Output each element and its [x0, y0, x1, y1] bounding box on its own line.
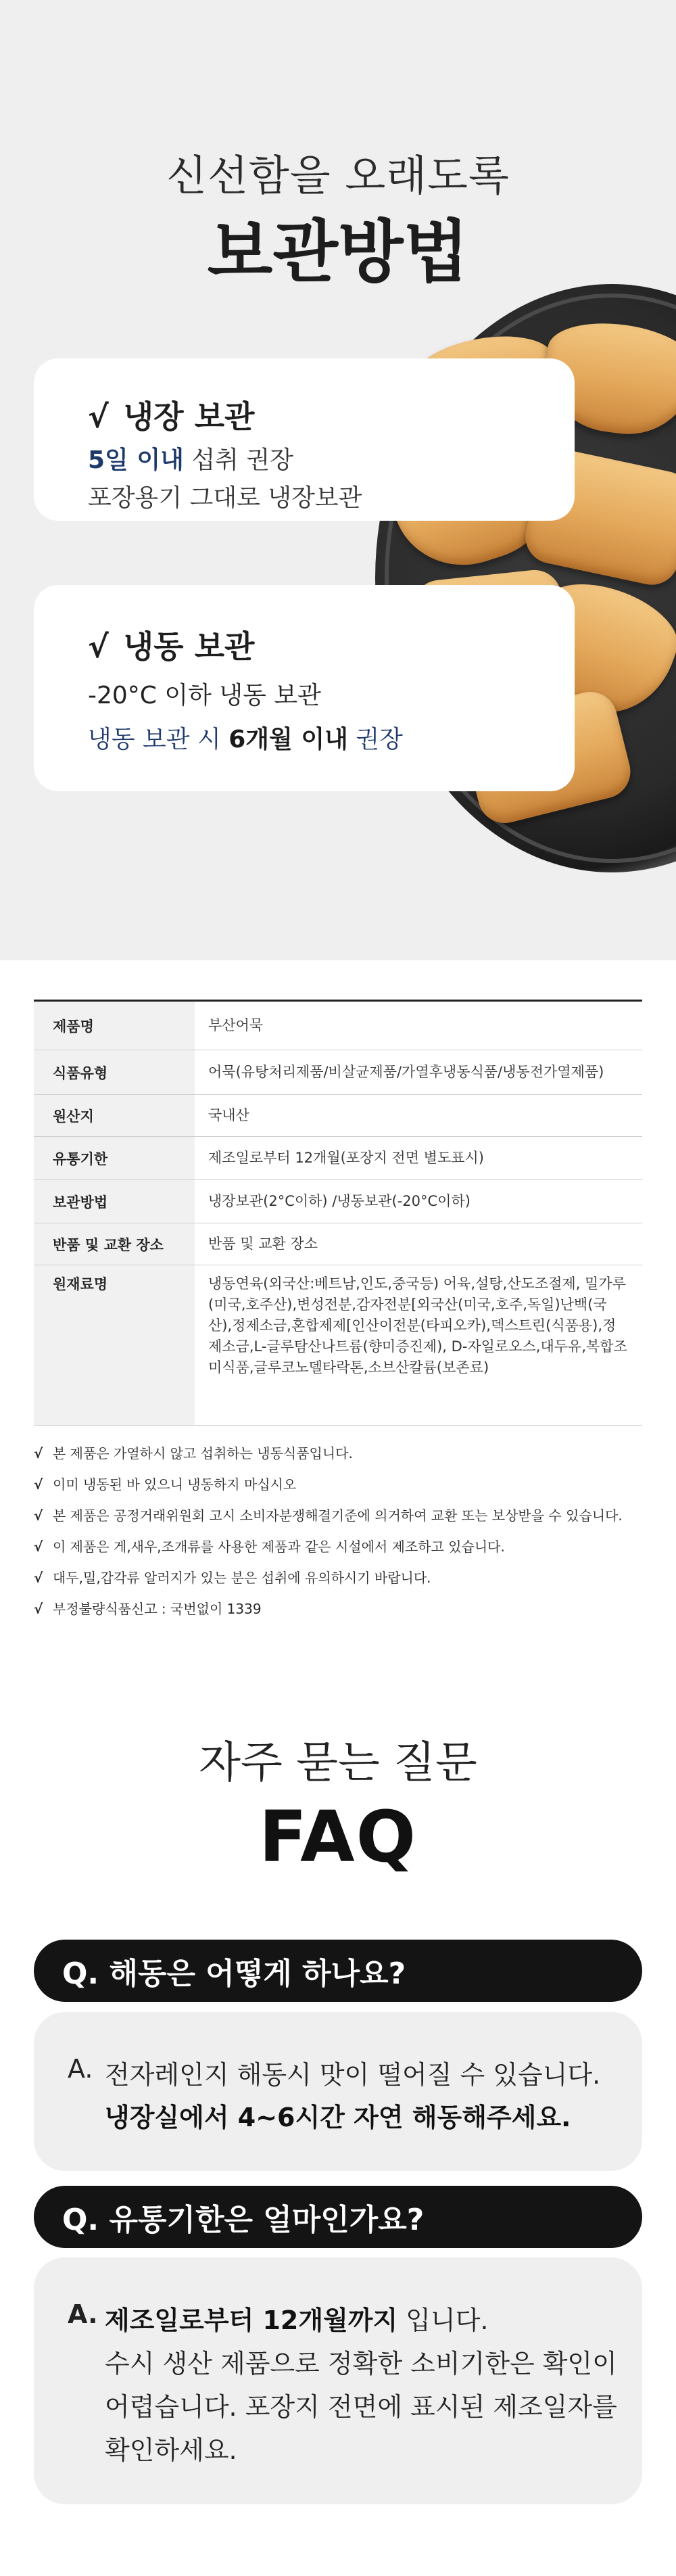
- table-row: [34, 1137, 642, 1180]
- row-label: 원산지: [34, 1095, 195, 1136]
- notice-list: [34, 1444, 642, 1631]
- row-label: 식품유형: [34, 1050, 195, 1094]
- product-info-table: [34, 1000, 642, 1426]
- check-icon: √: [34, 1476, 43, 1493]
- faq-answer-thawing: [34, 2012, 642, 2171]
- table-row: [34, 1180, 642, 1223]
- row-label: 원재료명: [34, 1265, 195, 1425]
- row-value: 부산어묵: [208, 1017, 264, 1033]
- list-item: √ 이 제품은 게,새우,조개류를 사용한 제품과 같은 시설에서 제조하고 있습니다.: [34, 1539, 505, 1555]
- table-row: [34, 1050, 642, 1095]
- check-icon: √: [34, 1570, 43, 1586]
- fridge-line-1: 5일 이내 섭취 권장: [88, 446, 293, 474]
- row-value: 냉장보관(2°C이하) /냉동보관(-20°C이하): [208, 1193, 470, 1209]
- answer-line: 제조일로부터 12개월까지 입니다.: [105, 2305, 489, 2335]
- faq-answer-shelf-life: [34, 2257, 642, 2504]
- answer-prefix: A.: [68, 2054, 93, 2084]
- check-icon: √: [88, 628, 109, 665]
- answer-line: 전자레인지 해동시 맛이 떨어질 수 있습니다.: [105, 2060, 601, 2090]
- list-item: √ 본 제품은 가열하시 않고 섭취하는 냉동식품입니다.: [34, 1445, 353, 1461]
- freezer-storage-card: [34, 585, 575, 791]
- list-item: √ 본 제품은 공정거래위원회 고시 소비자분쟁해결기준에 의거하여 교환 또는 보상받을 수 있습니다.: [34, 1507, 623, 1524]
- fridge-line-2: 포장용기 그대로 냉장보관: [88, 484, 362, 512]
- row-label: 반품 및 교환 장소: [34, 1223, 195, 1265]
- table-row: [34, 1265, 642, 1426]
- faq-question-thawing[interactable]: Q. 해동은 어떻게 하나요?: [34, 1940, 642, 2002]
- answer-line: 어렵습니다. 포장지 전면에 표시된 제조일자를: [105, 2392, 617, 2422]
- freezer-heading: √ 냉동 보관: [88, 628, 255, 665]
- answer-line: 냉장실에서 4~6시간 자연 해동해주세요.: [105, 2103, 571, 2132]
- row-label: 보관방법: [34, 1180, 195, 1223]
- check-icon: √: [88, 398, 109, 435]
- fridge-heading: √ 냉장 보관: [88, 398, 255, 435]
- storage-title: 보관방법: [207, 212, 469, 291]
- storage-section: [0, 0, 676, 960]
- row-value: 제조일로부터 12개월(포장지 전면 별도표시): [208, 1150, 484, 1166]
- row-value: 냉동연육(외국산:베트남,인도,중국등) 어육,설탕,산도조절제, 밀가루(미국,호주산),변성전분,감자전분[외국산(미국,호주,독일)난백(국산),정제소금,혼합제제[인산이전분(타피오카),덱스트린(식품용),정제소금,L-글루탐산나트륨(향미증진제), D-자일로오스,대두유,복합조미식품,글루코노델타락톤,소브산칼륨(보존료): [208, 1275, 627, 1376]
- freezer-line-1: -20°C 이하 냉동 보관: [88, 682, 321, 709]
- list-item: √ 부정불량식품신고 : 국번없이 1339: [34, 1601, 262, 1617]
- check-icon: √: [34, 1445, 43, 1461]
- row-value: 반품 및 교환 장소: [208, 1236, 318, 1252]
- freezer-line-2: 냉동 보관 시 6개월 이내 권장: [88, 726, 403, 753]
- check-icon: √: [34, 1601, 43, 1617]
- check-icon: √: [34, 1539, 43, 1555]
- answer-prefix: A.: [68, 2299, 98, 2329]
- table-row: [34, 1002, 642, 1050]
- faq-title: FAQ: [258, 1796, 417, 1878]
- answer-line: 수시 생산 제품으로 정확한 소비기한은 확인이: [105, 2349, 617, 2379]
- answer-line: 확인하세요.: [105, 2435, 237, 2465]
- row-label: 제품명: [34, 1002, 195, 1050]
- row-value: 국내산: [208, 1107, 249, 1123]
- list-item: √ 대두,밀,갑각류 알러지가 있는 분은 섭취에 유의하시기 바랍니다.: [34, 1570, 431, 1586]
- storage-subtitle: 신선함을 오래도록: [166, 151, 510, 200]
- table-row: [34, 1223, 642, 1265]
- row-value: 어묵(유탕처리제품/비살균제품/가열후냉동식품/냉동전가열제품): [208, 1064, 604, 1080]
- faq-question-shelf-life[interactable]: Q. 유통기한은 얼마인가요?: [34, 2186, 642, 2248]
- row-label: 유통기한: [34, 1137, 195, 1179]
- table-row: [34, 1095, 642, 1137]
- fridge-storage-card: [34, 358, 575, 521]
- check-icon: √: [34, 1507, 43, 1524]
- faq-subtitle: 자주 묻는 질문: [199, 1738, 477, 1788]
- list-item: √ 이미 냉동된 바 있으니 냉동하지 마십시오: [34, 1476, 297, 1493]
